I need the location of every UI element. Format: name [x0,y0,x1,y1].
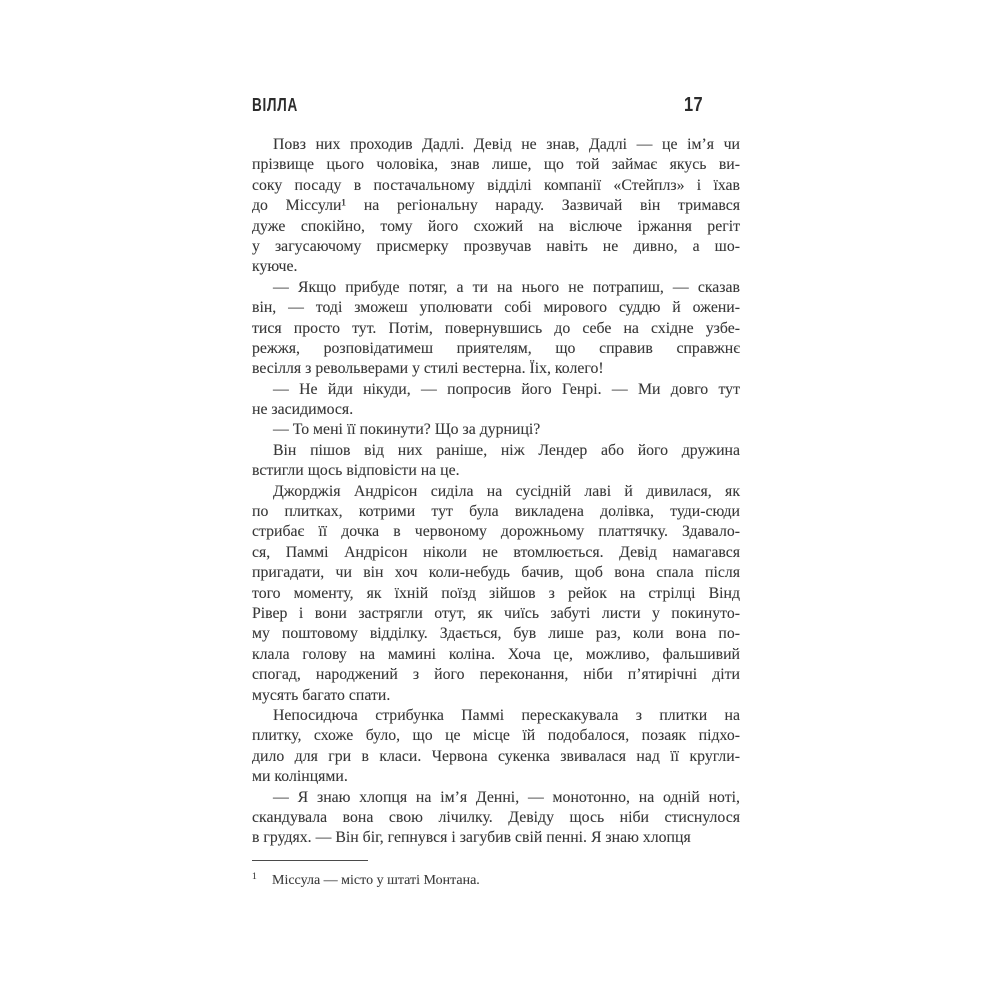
text-line: — Я знаю хлопця на ім’я Денні, — монотонно, на одній ноті, [273,788,740,806]
body-text [252,135,740,849]
text-line: прізвище цього чоловіка, знав лише, що той займає якусь ви- [252,156,740,174]
text-line: дуже спокійно, тому його схожий на віслюче іржання регіт [252,217,740,235]
text-line: стрибає її дочка в червоному дорожньому платтячку. Здавало- [252,523,740,541]
text-line: Рівер і вони застрягли отут, як чиїсь забуті листи у покинуто- [252,604,740,622]
text-line: тися просто тут. Потім, повернувшись до себе на східне узбе- [252,319,740,337]
footnote [252,868,740,890]
text-line: — Не йди нікуди, — попросив його Генрі. — Ми довго тут [273,380,740,398]
text-line: — То мені її покинути? Що за дурниці? [273,421,541,439]
footnote-separator [252,860,368,861]
text-line: — Якщо прибуде потяг, а ти на нього не потрапиш, — сказав [273,278,740,296]
text-line: плитку, схоже було, що це місце їй подобалося, позаяк підхо- [252,727,740,745]
text-line: ми колінцями. [252,768,348,786]
text-line: пригадати, чи він хоч коли-небудь бачив, щоб вона спала після [252,564,740,582]
text-line: Непосидюча стрибунка Паммі перескакувала з плитки на [273,706,740,724]
text-line: до Міссули¹ на регіональну нараду. Зазвичай він тримався [252,197,740,215]
text-line: весілля з револьверами у стилі вестерна. Їіх, колего! [252,360,604,378]
text-line: він, — тоді зможеш уполювати собі мирового суддю й ожени- [252,299,740,317]
text-line: по плитках, котрими тут була викладена долівка, туди-сюди [252,503,740,521]
text-line: соку посаду в постачальному відділі компанії «Стейплз» і їхав [252,176,740,194]
text-line: Джорджія Андрісон сиділа на сусідній лаві й дивилася, як [273,482,740,500]
text-line: режжя, розповідатимеш приятелям, що справив справжнє [252,339,740,357]
footnote-text: Міссула — місто у штаті Монтана. [272,873,480,888]
text-line: Він пішов від них раніше, ніж Лендер або його дружина [273,441,740,459]
footnote-marker: 1 [252,872,257,882]
text-line: спогад, народжений з його переконання, ніби п’ятирічні діти [252,666,740,684]
text-line: у загусаючому присмерку прозвучав навіть не дивно, а шо- [252,237,740,255]
text-line: дило для гри в класи. Червона сукенка звивалася над її кругли- [252,747,740,765]
text-line: мусять багато спати. [252,686,391,704]
text-line: скандувала вона свою лічилку. Девіду щось ніби стиснулося [252,808,740,826]
text-line: му поштовому відділку. Здається, був лише раз, коли вона по- [252,625,740,643]
text-line: Повз них проходив Дадлі. Девід не знав, Дадлі — це ім’я чи [273,136,740,153]
text-line: не засидимося. [252,401,354,419]
running-head-title: ВІЛЛА [252,95,298,115]
text-line: в грудях. — Він біг, гепнувся і загубив свій пенні. Я знаю хлопця [252,829,691,847]
text-line: встигли щось відповісти на це. [252,462,460,480]
text-line: того моменту, як їхній поїзд зійшов з рейок на стрілці Вінд [252,584,740,602]
text-line: клала голову на мамині коліна. Хоча це, можливо, фальшивий [252,645,740,663]
text-line: куюче. [252,258,298,276]
text-line: ся, Паммі Андрісон ніколи не втомлюється. Девід намагався [252,543,740,561]
page-number: 17 [684,94,704,116]
